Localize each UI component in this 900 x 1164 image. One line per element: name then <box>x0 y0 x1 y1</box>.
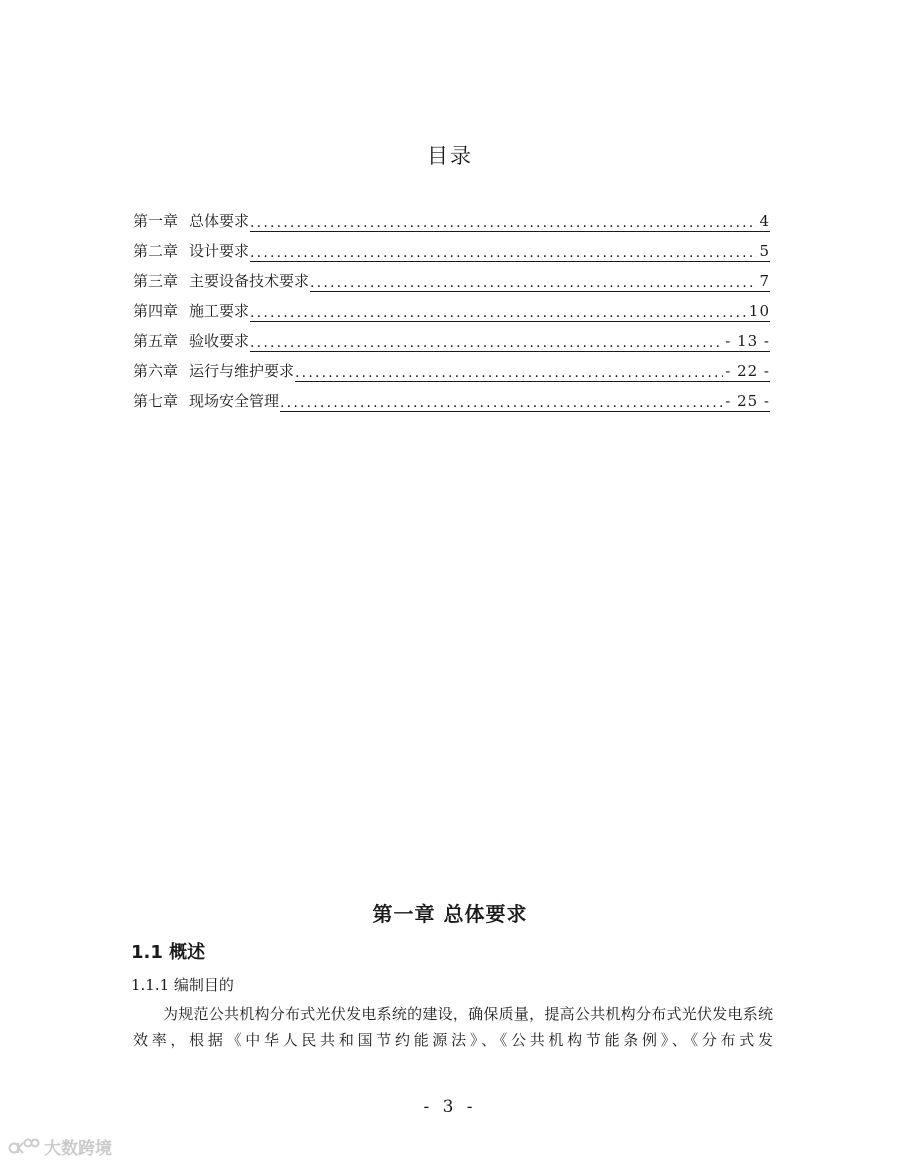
toc-leader-dots <box>250 301 747 322</box>
toc-entry[interactable] <box>133 322 770 352</box>
toc-chapter-name: 验收要求 <box>189 332 250 350</box>
watermark <box>8 1134 112 1159</box>
toc-leader-dots <box>250 211 757 232</box>
toc-leader-dots <box>295 361 723 382</box>
toc-chapter-number: 第三章 <box>133 272 179 290</box>
toc-chapter-number: 第四章 <box>133 302 179 320</box>
toc-chapter-name: 总体要求 <box>189 212 250 230</box>
toc-page-number: - 22 - <box>725 362 770 380</box>
toc-page-number: 10 <box>748 302 770 320</box>
toc-entry[interactable] <box>133 382 770 412</box>
toc-page-number: 4 <box>759 212 770 230</box>
chapter-heading: 第一章 总体要求 <box>372 902 528 926</box>
toc-chapter-name: 现场安全管理 <box>189 392 280 410</box>
toc-leader-dots <box>310 271 757 292</box>
watermark-text: 大数跨境 <box>44 1139 112 1159</box>
table-of-contents <box>133 202 770 412</box>
toc-page-number: - 25 - <box>725 392 770 410</box>
toc-chapter-name: 主要设备技术要求 <box>189 272 310 290</box>
toc-leader-dots <box>250 331 723 352</box>
toc-chapter-name: 设计要求 <box>189 242 250 260</box>
toc-entry[interactable] <box>133 352 770 382</box>
toc-chapter-name: 运行与维护要求 <box>189 362 295 380</box>
toc-chapter-number: 第一章 <box>133 212 179 230</box>
toc-page-number: - 13 - <box>725 332 770 350</box>
toc-entry[interactable] <box>133 232 770 262</box>
toc-chapter-number: 第六章 <box>133 362 179 380</box>
toc-chapter-number: 第二章 <box>133 242 179 260</box>
toc-title: 目录 <box>427 144 473 168</box>
toc-entry[interactable] <box>133 202 770 232</box>
body-paragraph: 为规范公共机构分布式光伏发电系统的建设，确保质量，提高公共机构分布式光伏发电系统效率，根据《中华人民共和国节约能源法》、《公共机构节能条例》、《分布式发 <box>133 1005 773 1049</box>
toc-entry[interactable] <box>133 292 770 322</box>
toc-page-number: 5 <box>759 242 770 260</box>
toc-chapter-number: 第七章 <box>133 392 179 410</box>
subsection-heading: 1.1.1 编制目的 <box>131 976 234 994</box>
toc-chapter-name: 施工要求 <box>189 302 250 320</box>
section-heading: 1.1 概述 <box>131 942 206 963</box>
toc-leader-dots <box>280 391 723 412</box>
toc-page-number: 7 <box>759 272 770 290</box>
brand-logo-icon <box>8 1137 40 1157</box>
page-number: - 3 - <box>423 1097 477 1117</box>
toc-entry[interactable] <box>133 262 770 292</box>
toc-leader-dots <box>250 241 757 262</box>
toc-chapter-number: 第五章 <box>133 332 179 350</box>
